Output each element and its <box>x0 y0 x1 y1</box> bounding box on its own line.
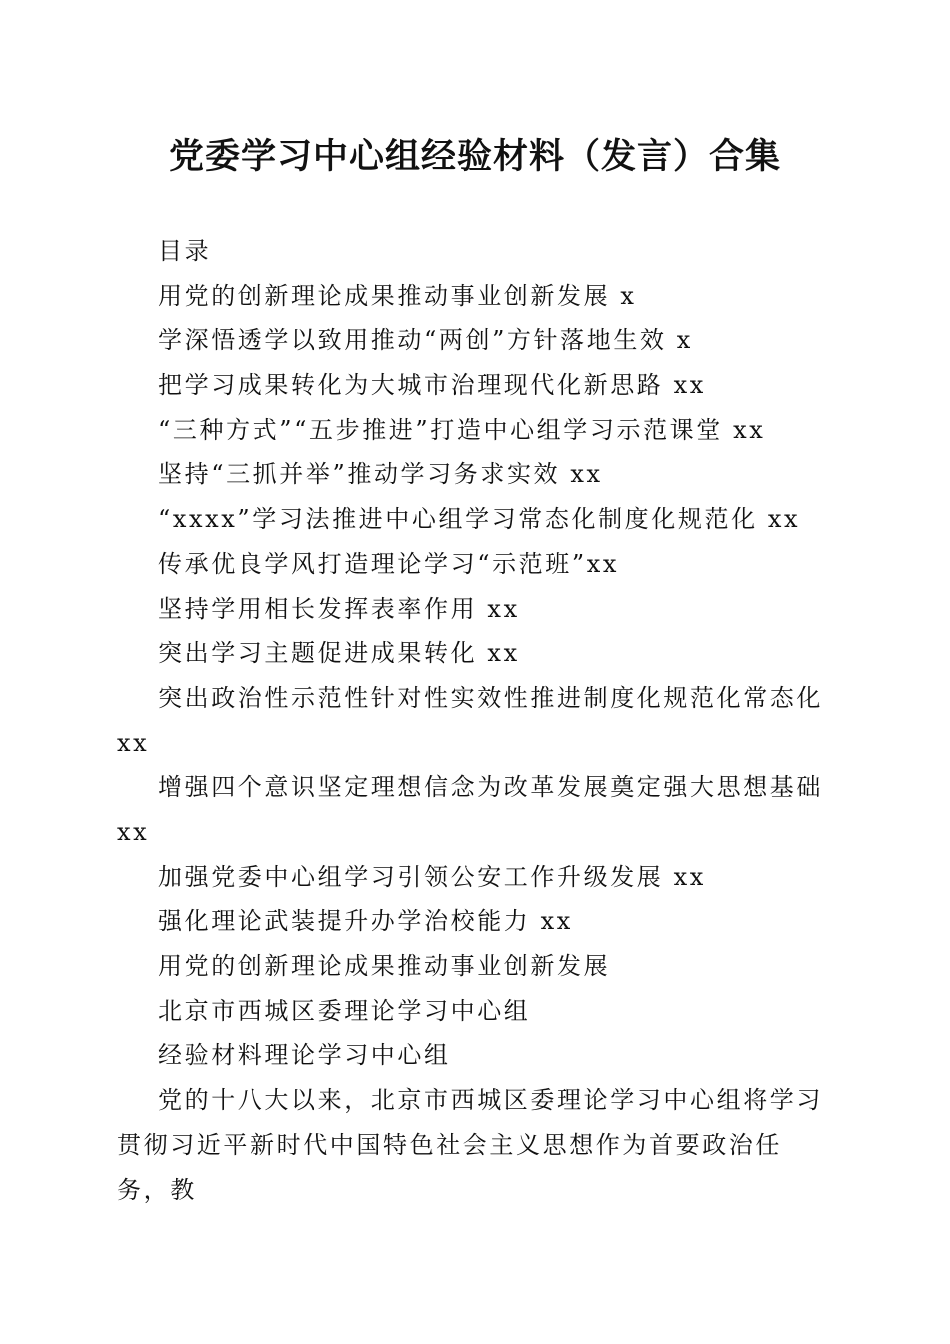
toc-item: 坚持“三抓并举”推动学习务求实效 xx <box>158 460 603 489</box>
toc-heading: 目录 <box>158 237 212 265</box>
toc-item: 学深悟透学以致用推动“两创”方针落地生效 x <box>158 326 693 355</box>
toc-item: 坚持学用相长发挥表率作用 xx <box>158 594 520 623</box>
toc-item: 强化理论武装提升办学治校能力 xx <box>158 907 573 936</box>
document-body <box>117 229 823 1212</box>
section-title: 用党的创新理论成果推动事业创新发展 <box>158 952 611 981</box>
toc-item: “三种方式”“五步推进”打造中心组学习示范课堂 xx <box>158 415 766 444</box>
toc-item: 加强党委中心组学习引领公安工作升级发展 xx <box>158 862 706 891</box>
toc-item: “xxxx”学习法推进中心组学习常态化制度化规范化 xx <box>158 505 801 534</box>
toc-item: 把学习成果转化为大城市治理现代化新思路 xx <box>158 371 706 400</box>
toc-item: 突出学习主题促进成果转化 xx <box>158 639 520 668</box>
section-author: 北京市西城区委理论学习中心组 <box>158 996 531 1025</box>
toc-item: 传承优良学风打造理论学习“示范班”xx <box>158 549 620 578</box>
toc-item: 用党的创新理论成果推动事业创新发展 x <box>158 281 637 310</box>
section-subtitle: 经验材料理论学习中心组 <box>158 1041 451 1070</box>
body-paragraph: 党的十八大以来，北京市西城区委理论学习中心组将学习贯彻习近平新时代中国特色社会主义思想作为首要政治任务，教 <box>117 1086 823 1204</box>
toc-item: 增强四个意识坚定理想信念为改革发展奠定强大思想基础 xx <box>117 773 823 846</box>
document-title: 党委学习中心组经验材料（发言）合集 <box>168 136 781 177</box>
toc-item: 突出政治性示范性针对性实效性推进制度化规范化常态化 xx <box>117 683 823 757</box>
